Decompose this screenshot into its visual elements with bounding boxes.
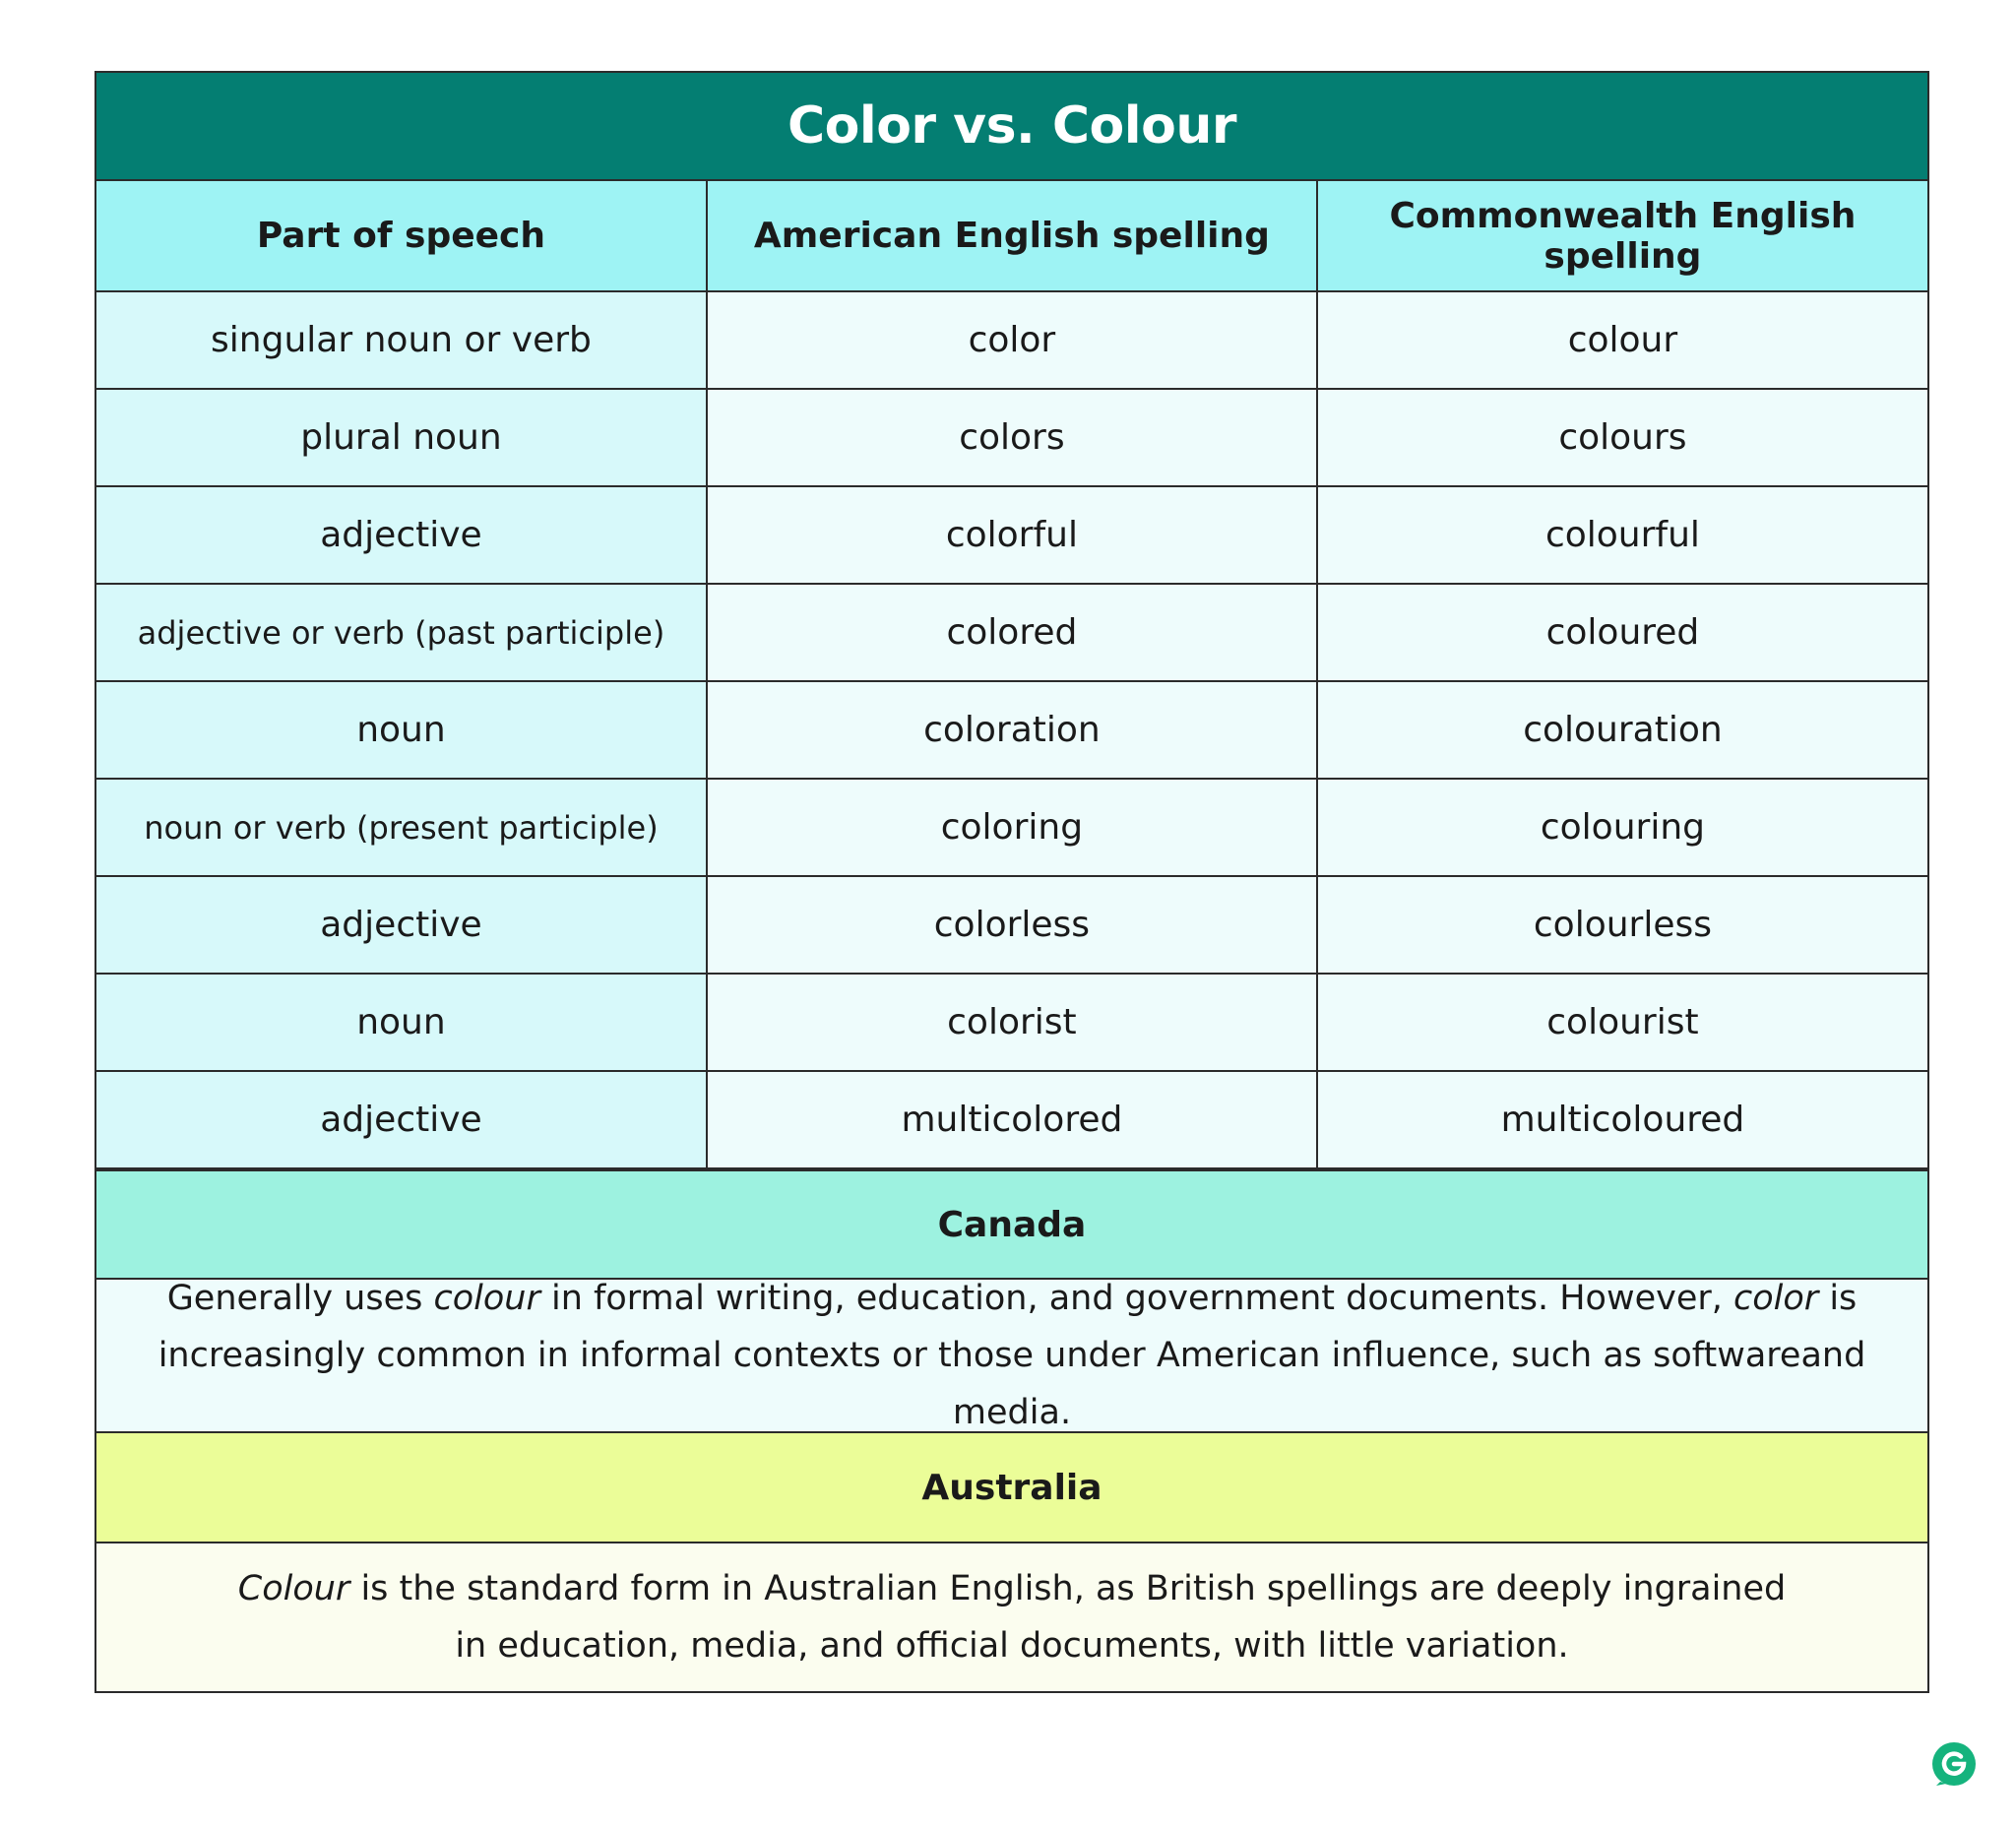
australia-heading: [96, 1433, 1927, 1543]
part-of-speech-cell: noun: [96, 974, 707, 1071]
table-row: [96, 779, 1927, 876]
part-of-speech-cell: noun or verb (present participle): [96, 779, 707, 876]
table-row: [96, 876, 1927, 974]
column-header-commonwealth: Commonwealth English spelling: [1317, 181, 1927, 291]
title-bar: [96, 73, 1927, 181]
part-of-speech-cell: adjective: [96, 876, 707, 974]
canada-emphasis-color: color: [1733, 1279, 1819, 1318]
column-header-part-of-speech: Part of speech: [96, 181, 707, 291]
american-spelling-cell: colors: [707, 389, 1317, 486]
comparison-table-frame: [94, 71, 1929, 1693]
canada-heading: [96, 1169, 1927, 1280]
commonwealth-spelling-cell: colourful: [1317, 486, 1927, 584]
table-row: [96, 486, 1927, 584]
table-row: [96, 681, 1927, 779]
canada-text-part: is increasingly common in informal contexts or those under American influence, such as softwareand media.: [158, 1279, 1866, 1432]
table-row: [96, 584, 1927, 681]
grammarly-g-icon: [1930, 1740, 1978, 1788]
canada-heading-label: Canada: [937, 1204, 1087, 1245]
spelling-table: [96, 181, 1927, 1169]
table-row: [96, 974, 1927, 1071]
canada-emphasis-colour: colour: [433, 1279, 540, 1318]
part-of-speech-cell: plural noun: [96, 389, 707, 486]
australia-text-line-1: is the standard form in Australian English, as British spellings are deeply ingrained: [349, 1569, 1787, 1608]
australia-heading-label: Australia: [921, 1467, 1102, 1508]
table-row: [96, 1071, 1927, 1168]
canada-text-part: Generally uses: [166, 1279, 434, 1318]
canada-description-text: [126, 1270, 1898, 1441]
table-row: [96, 389, 1927, 486]
part-of-speech-cell: noun: [96, 681, 707, 779]
commonwealth-spelling-cell: colours: [1317, 389, 1927, 486]
commonwealth-spelling-cell: colour: [1317, 291, 1927, 389]
australia-description: [96, 1543, 1927, 1691]
american-spelling-cell: colorful: [707, 486, 1317, 584]
australia-text-line-2: in education, media, and official documents, with little variation.: [455, 1626, 1569, 1666]
page-title: Color vs. Colour: [788, 96, 1236, 156]
canada-description: [96, 1280, 1927, 1433]
american-spelling-cell: multicolored: [707, 1071, 1317, 1168]
commonwealth-spelling-cell: colourless: [1317, 876, 1927, 974]
part-of-speech-cell: adjective or verb (past participle): [96, 584, 707, 681]
american-spelling-cell: coloration: [707, 681, 1317, 779]
commonwealth-spelling-cell: colouring: [1317, 779, 1927, 876]
american-spelling-cell: coloring: [707, 779, 1317, 876]
table-header-row: [96, 181, 1927, 291]
american-spelling-cell: colorless: [707, 876, 1317, 974]
part-of-speech-cell: singular noun or verb: [96, 291, 707, 389]
australia-description-text: [238, 1560, 1786, 1674]
table-row: [96, 291, 1927, 389]
commonwealth-spelling-cell: coloured: [1317, 584, 1927, 681]
column-header-american: American English spelling: [707, 181, 1317, 291]
australia-emphasis-colour: Colour: [237, 1569, 350, 1608]
canada-text-part: in formal writing, education, and government documents. However,: [539, 1279, 1734, 1318]
commonwealth-spelling-cell: colouration: [1317, 681, 1927, 779]
american-spelling-cell: colored: [707, 584, 1317, 681]
commonwealth-spelling-cell: multicoloured: [1317, 1071, 1927, 1168]
american-spelling-cell: color: [707, 291, 1317, 389]
american-spelling-cell: colorist: [707, 974, 1317, 1071]
part-of-speech-cell: adjective: [96, 486, 707, 584]
commonwealth-spelling-cell: colourist: [1317, 974, 1927, 1071]
part-of-speech-cell: adjective: [96, 1071, 707, 1168]
